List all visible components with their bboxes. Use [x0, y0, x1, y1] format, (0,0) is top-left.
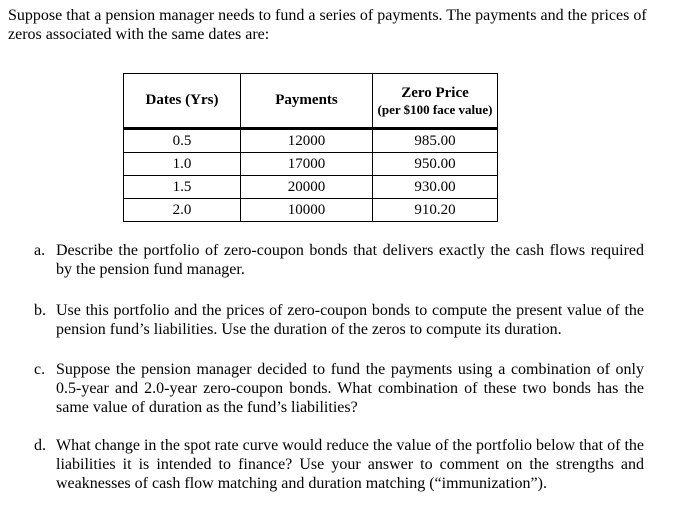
question-label: a.: [34, 242, 46, 259]
header-dates: Dates (Yrs): [124, 74, 241, 129]
table-header-row: [124, 74, 498, 129]
cell: 2.0: [124, 199, 241, 222]
header-zero-price: [373, 74, 498, 129]
cell: 930.00: [373, 176, 498, 199]
cell: 0.5: [124, 129, 241, 153]
question-text: Suppose the pension manager decided to fund the payments using a combination of only 0.5-year and 2.0-year zero-coupon bonds. What combination of these two bonds has the same value of duration as the fund’s liabilities?: [56, 361, 644, 416]
payments-table: [123, 73, 498, 222]
cell: 17000: [241, 153, 373, 176]
question-c: [34, 360, 644, 417]
cell: 950.00: [373, 153, 498, 176]
question-label: c.: [34, 361, 46, 378]
table-row: [124, 199, 498, 222]
cell: 12000: [241, 129, 373, 153]
question-d: [34, 436, 644, 493]
table-row: [124, 176, 498, 199]
cell: 985.00: [373, 129, 498, 153]
question-text: Describe the portfolio of zero-coupon bonds that delivers exactly the cash flows required by the pension fund manager.: [56, 242, 644, 278]
table-row: [124, 153, 498, 176]
cell: 1.0: [124, 153, 241, 176]
intro-paragraph: Suppose that a pension manager needs to fund a series of payments. The payments and the prices of zeros associated with the same dates are:: [8, 7, 647, 43]
question-a: [34, 241, 644, 279]
question-b: [34, 301, 644, 339]
header-zero-price-sub: (per $100 face value): [377, 101, 493, 117]
header-zero-price-label: Zero Price: [401, 84, 469, 101]
question-label: d.: [34, 437, 46, 454]
cell: 910.20: [373, 199, 498, 222]
cell: 1.5: [124, 176, 241, 199]
cell: 10000: [241, 199, 373, 222]
question-label: b.: [34, 302, 46, 319]
cell: 20000: [241, 176, 373, 199]
table-row: [124, 129, 498, 153]
question-text: Use this portfolio and the prices of zero-coupon bonds to compute the present value of the pension fund’s liabilities. Use the duration of the zeros to compute its duration.: [56, 302, 644, 338]
question-text: What change in the spot rate curve would reduce the value of the portfolio below that of the liabilities it is intended to finance? Use your answer to comment on the strengths and weaknesses of cash flow matching and duration matching (“immunization”).: [56, 437, 644, 492]
header-payments: Payments: [241, 74, 373, 129]
